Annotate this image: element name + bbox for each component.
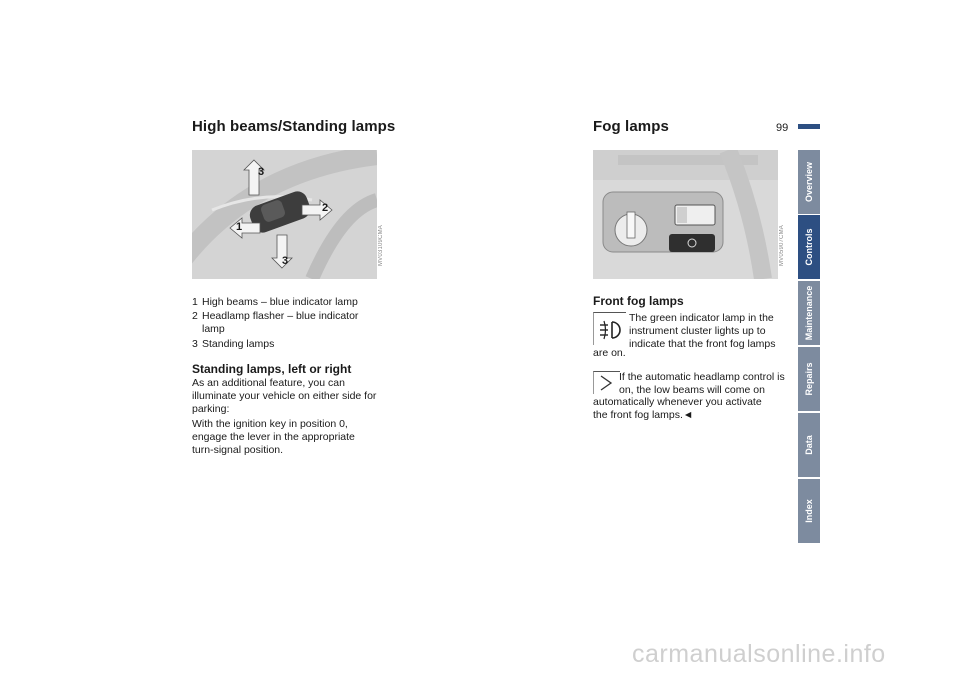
note-automatic-text-end: automatically whenever you activate the front fog lamps.◄	[593, 396, 762, 422]
tab-repairs[interactable]	[798, 347, 820, 411]
tab-label: Controls	[804, 228, 814, 266]
indicator-list	[192, 296, 380, 351]
paragraph-ignition: With the ignition key in position 0, engage the lever in the appropriate turn-signal position.	[192, 418, 355, 457]
note-indicator-text: The green indicator lamp in the instrument cluster lights up to indicate that the front fog lamps	[629, 312, 776, 351]
page-number: 99	[776, 122, 789, 134]
tab-maintenance[interactable]	[798, 281, 820, 345]
figure-code-left: MV03109CMA	[378, 225, 384, 267]
figure-label-3-top: 3	[258, 166, 265, 178]
list-item-number: 3	[192, 337, 198, 350]
list-item	[192, 338, 380, 351]
tab-label: Repairs	[804, 362, 814, 396]
figure-label-2: 2	[322, 202, 329, 214]
figure-label-1: 1	[236, 221, 243, 233]
subheading-front-fog-lamps: Front fog lamps	[593, 294, 684, 308]
figure-code-right: MV05907CMA	[779, 225, 785, 267]
list-item-text: Headlamp flasher – blue indicator lamp	[202, 310, 359, 336]
tab-label: Overview	[804, 161, 814, 203]
section-heading-fog-lamps: Fog lamps	[593, 118, 669, 135]
tab-label: Index	[804, 499, 814, 523]
list-item-text: Standing lamps	[202, 337, 275, 350]
watermark-text: carmanualsonline.info	[632, 640, 886, 668]
list-item-number: 2	[192, 310, 198, 323]
list-item	[192, 310, 380, 336]
section-heading-high-beams: High beams/Standing lamps	[192, 118, 396, 135]
list-item-number: 1	[192, 296, 198, 308]
tab-data[interactable]	[798, 413, 820, 477]
paragraph-illuminate: As an additional feature, you can illuminate your vehicle on either side for parking:	[192, 377, 377, 416]
list-item	[192, 296, 380, 309]
note-automatic-text: If the automatic headlamp control is on, the low beams will come on	[619, 371, 785, 397]
light-switch-panel-illustration	[593, 150, 778, 279]
page-marker-bar	[798, 124, 820, 129]
fog-lamp-icon	[593, 312, 626, 345]
note-indicator-text-end: are on.	[593, 347, 626, 359]
fog-lamps-figure	[593, 150, 778, 279]
figure-label-3-bottom: 3	[282, 255, 289, 267]
tab-controls[interactable]	[798, 215, 820, 279]
tab-label: Data	[804, 435, 814, 455]
tab-overview[interactable]	[798, 150, 820, 214]
tab-index[interactable]	[798, 479, 820, 543]
tab-label: Maintenance	[804, 285, 814, 341]
note-arrow-icon	[593, 371, 620, 394]
list-item-text: High beams – blue indicator lamp	[202, 296, 358, 308]
subheading-standing-lamps: Standing lamps, left or right	[192, 362, 352, 376]
high-beams-figure	[192, 150, 377, 279]
